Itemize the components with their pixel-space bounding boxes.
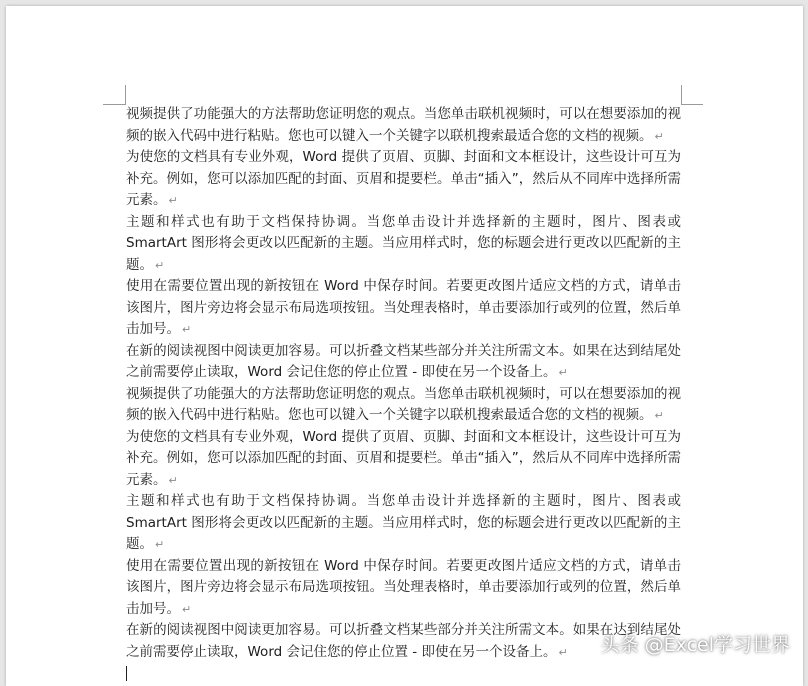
paragraph-mark: ↵: [155, 258, 165, 272]
paragraph-mark: ↵: [182, 323, 192, 336]
crop-mark-top-right-h: [681, 104, 703, 105]
paragraph-mark: ↵: [155, 538, 165, 551]
paragraph[interactable]: [126, 147, 681, 212]
paragraph-mark: ↵: [168, 473, 178, 487]
paragraph-text: 在新的阅读视图中阅读更加容易。可以折叠文档某些部分并关注所需文本。如果在达到结尾处之前需要停止读取，Word 会记住您的停止位置 - 即使在另一个设备上。: [126, 342, 681, 380]
watermark: 头条 @Excel学习世界: [600, 634, 790, 656]
paragraph-mark: ↵: [168, 194, 178, 207]
paragraph[interactable]: [126, 556, 681, 621]
paragraph-text: 主题和样式也有助于文档保持协调。当您单击设计并选择新的主题时，图片、图表或 SmartArt 图形将会更改以匹配新的主题。当应用样式时，您的标题会进行更改以匹配新的主题。: [126, 213, 681, 273]
paragraph-mark: ↵: [654, 409, 664, 422]
paragraph[interactable]: [126, 620, 681, 663]
crop-mark-top-left-h: [103, 104, 125, 105]
paragraph[interactable]: [126, 427, 681, 492]
paragraph-mark: ↵: [182, 602, 192, 616]
paragraph[interactable]: [126, 276, 681, 341]
paragraph[interactable]: [126, 212, 681, 277]
empty-paragraph[interactable]: [126, 663, 681, 685]
paragraph-text: 在新的阅读视图中阅读更加容易。可以折叠文档某些部分并关注所需文本。如果在达到结尾处之前需要停止读取，Word 会记住您的停止位置 - 即使在另一个设备上。: [126, 622, 681, 660]
paragraph[interactable]: [126, 384, 681, 427]
paragraph[interactable]: [126, 341, 681, 384]
paragraph-text: 为使您的文档具有专业外观，Word 提供了页眉、页脚、封面和文本框设计，这些设计可互为补充。例如，您可以添加匹配的封面、页眉和提要栏。单击“插入”，然后从不同库中选择所需元素。: [126, 149, 681, 208]
paragraph-text: 使用在需要位置出现的新按钮在 Word 中保存时间。若要更改图片适应文档的方式，请单击该图片，图片旁边将会显示布局选项按钮。当处理表格时，单击要添加行或列的位置，然后单击加号。: [126, 557, 681, 617]
text-caret: [126, 666, 127, 681]
paragraph-mark: ↵: [558, 645, 568, 659]
paragraph[interactable]: [126, 491, 681, 556]
document-body[interactable]: [126, 104, 681, 685]
paragraph-text: 为使您的文档具有专业外观，Word 提供了页眉、页脚、封面和文本框设计，这些设计可互为补充。例如，您可以添加匹配的封面、页眉和提要栏。单击“插入”，然后从不同库中选择所需元素。: [126, 428, 681, 488]
paragraph-text: 主题和样式也有助于文档保持协调。当您单击设计并选择新的主题时，图片、图表或 SmartArt 图形将会更改以匹配新的主题。当应用样式时，您的标题会进行更改以匹配新的主题。: [126, 493, 681, 552]
paragraph-text: 视频提供了功能强大的方法帮助您证明您的观点。当您单击联机视频时，可以在想要添加的视频的嵌入代码中进行粘贴。您也可以键入一个关键字以联机搜索最适合您的文档的视频。: [126, 106, 681, 144]
paragraph-mark: ↵: [558, 366, 568, 379]
paragraph-text: 使用在需要位置出现的新按钮在 Word 中保存时间。若要更改图片适应文档的方式，请单击该图片，图片旁边将会显示布局选项按钮。当处理表格时，单击要添加行或列的位置，然后单击加号。: [126, 278, 681, 337]
paragraph[interactable]: [126, 104, 681, 147]
crop-mark-top-left: [125, 85, 126, 105]
paragraph-mark: ↵: [654, 129, 664, 143]
paragraph-text: 视频提供了功能强大的方法帮助您证明您的观点。当您单击联机视频时，可以在想要添加的视频的嵌入代码中进行粘贴。您也可以键入一个关键字以联机搜索最适合您的文档的视频。: [126, 385, 681, 423]
crop-mark-top-right: [681, 85, 682, 105]
document-page[interactable]: [6, 6, 803, 686]
